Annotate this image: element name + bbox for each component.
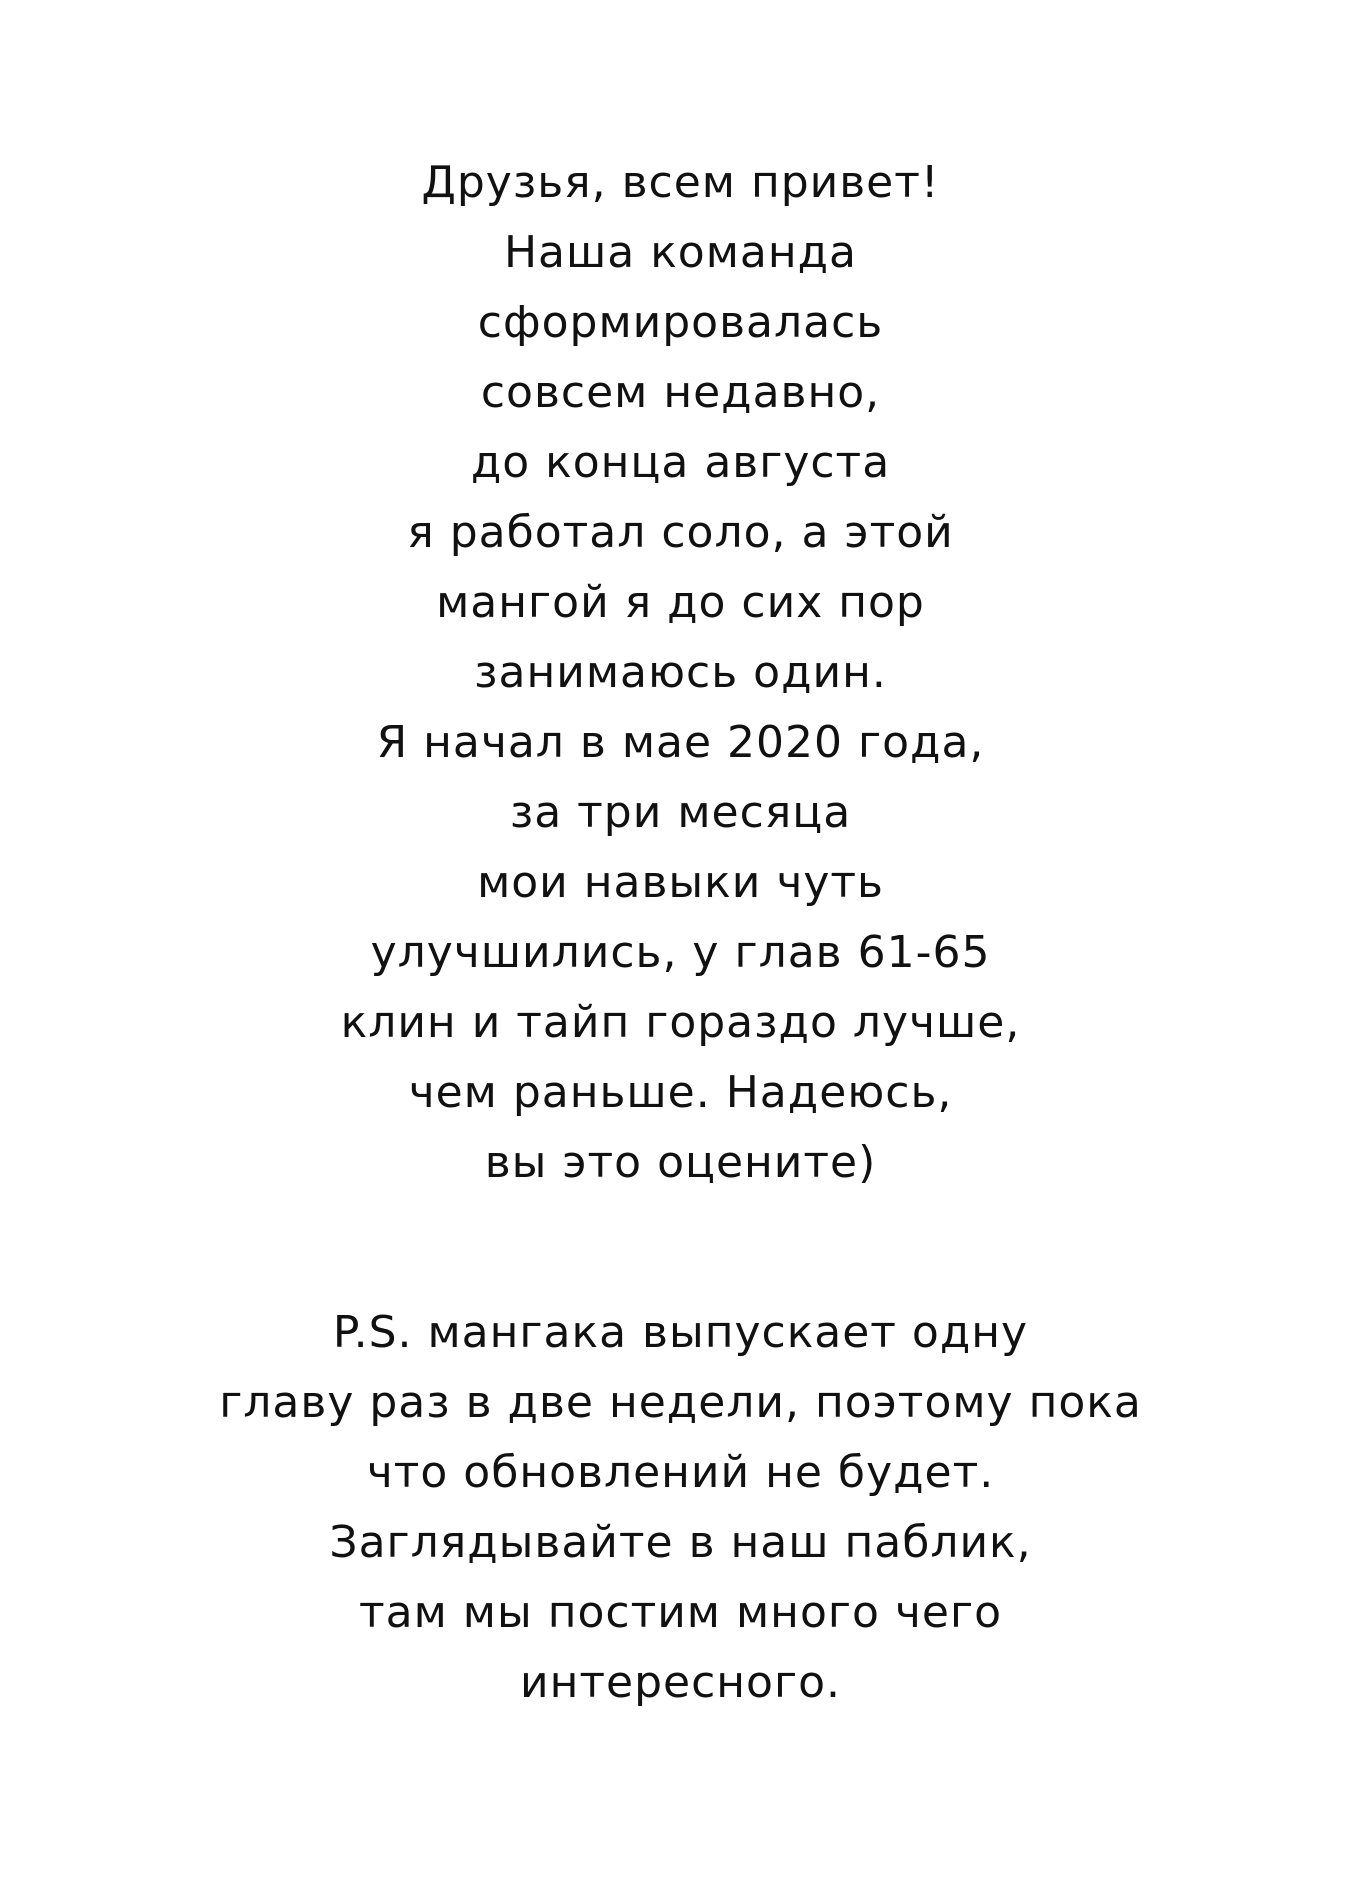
ps-line: P.S. мангака выпускает одну (332, 1307, 1029, 1358)
intro-line: совсем недавно, (480, 367, 881, 418)
intro-line: Друзья, всем привет! (421, 157, 940, 208)
intro-line: клин и тайп гораздо лучше, (340, 997, 1021, 1048)
ps-line: Заглядывайте в наш паблик, (329, 1517, 1032, 1568)
postscript-message (0, 1298, 1361, 1718)
intro-line: чем раньше. Надеюсь, (408, 1067, 953, 1118)
intro-line: я работал соло, а этой (407, 507, 954, 558)
ps-line: что обновлений не будет. (366, 1447, 995, 1498)
intro-line: занимаюсь один. (474, 647, 887, 698)
intro-line: мангой я до сих пор (436, 577, 925, 628)
ps-line: интересного. (520, 1657, 841, 1708)
intro-message (0, 148, 1361, 1198)
intro-line: сформировалась (477, 297, 884, 348)
intro-line: вы это оцените) (484, 1137, 877, 1188)
intro-line: Наша команда (503, 227, 858, 278)
intro-line: улучшились, у глав 61-65 (370, 927, 991, 978)
intro-line: до конца августа (470, 437, 891, 488)
ps-line: главу раз в две недели, поэтому пока (219, 1377, 1142, 1428)
intro-line: Я начал в мае 2020 года, (376, 717, 985, 768)
intro-line: мои навыки чуть (477, 857, 884, 908)
intro-line: за три месяца (509, 787, 852, 838)
ps-line: там мы постим много чего (359, 1587, 1002, 1638)
